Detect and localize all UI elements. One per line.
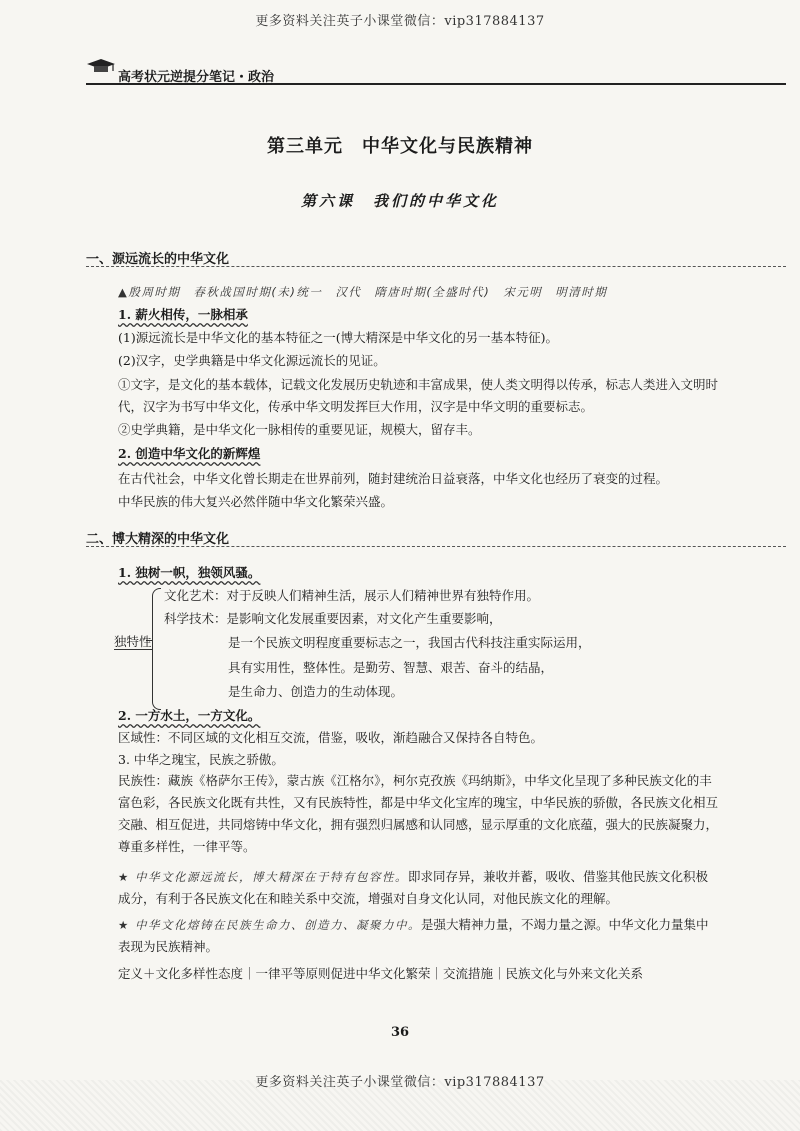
brace-line: 文化艺术：对于反映人们精神生活，展示人们精神世界有独特作用。 [164,588,540,603]
paragraph: 中华民族的伟大复兴必然伴随中华文化繁荣兴盛。 [118,494,394,509]
summary-line: 定义＋文化多样性态度｜一律平等原则促进中华文化繁荣｜交流措施｜民族文化与外来文化关系 [118,966,644,981]
running-header: 高考状元逆提分笔记・政治 [118,70,275,85]
watermark-bottom: 更多资料关注英子小课堂微信：vip317884137 [255,1075,545,1090]
unit-title: 第三单元 中华文化与民族精神 [267,136,533,157]
item-title: 1. 独树一帜，独领风骚。 [118,565,261,580]
header-rule [86,83,786,85]
item-title: 1. 薪火相传，一脉相承 [118,307,248,322]
paragraph: (1)源远流长是中华文化的基本特征之一(博大精深是中华文化的另一基本特征)。 [118,330,558,345]
timeline-note: ▲殷周时期 春秋战国时期(未)统一 汉代 隋唐时期(全盛时代) 宋元明 明清时期 [118,285,608,299]
paragraph: ①文字，是文化的基本载体，记载文化发展历史轨迹和丰富成果，使人类文明得以传承，标志人类进入文明时代，汉字为书写中华文化，传承中华文明发挥巨大作用，汉字是中华文明的重要标志。 [118,377,719,414]
section-divider-2 [86,546,786,547]
star-note [118,866,718,910]
star-note-text: 是强大精神力量，不竭力量之源。中华文化力量集中表现为民族精神。 [118,917,709,954]
star-note-text: 即求同存异，兼收并蓄，吸收、借鉴其他民族文化积极成分，有利于各民族文化在和睦关系中交流，增强对自身文化认同，对他民族文化的理解。 [118,869,708,906]
brace-label: 独特性 [114,634,152,649]
section-divider-1 [86,266,786,267]
section-heading-2: 二、博大精深的中华文化 [86,532,230,547]
section-heading-1: 一、源远流长的中华文化 [86,252,230,267]
paragraph: (2)汉字，史学典籍是中华文化源远流长的见证。 [118,353,386,368]
item-title: 3. 中华之瑰宝，民族之骄傲。 [118,752,284,767]
brace-line: 是一个民族文明程度重要标志之一，我国古代科技注重实际运用， [228,635,591,650]
item-title: 2. 一方水土，一方文化。 [118,708,261,723]
paragraph: 在古代社会，中华文化曾长期走在世界前列，随封建统治日益衰落，中华文化也经历了衰变的过程。 [118,471,669,486]
paragraph: 区域性：不同区域的文化相互交流，借鉴，吸收，渐趋融合又保持各自特色。 [118,730,544,745]
brace-line: 科学技术：是影响文化发展重要因素，对文化产生重要影响， [164,611,502,626]
page-number: 36 [390,1025,410,1040]
paragraph: 民族性：藏族《格萨尔王传》，蒙古族《江格尔》，柯尔克孜族《玛纳斯》，中华文化呈现了多种民族文化的丰富色彩，各民族文化既有共性，又有民族特性，都是中华文化宝库的瑰宝，中华民族的骄傲，各民族文化相互交融、相互促进，共同熔铸中华文化，拥有强烈归属感和认同感，显示厚重的文化底蕴，强大的民族凝聚力，尊重多样性，一律平等。 [118,773,719,854]
paragraph: ②史学典籍，是中华文化一脉相传的重要见证，规模大，留存丰。 [118,422,481,437]
star-note-handwritten: ★ 中华文化熔铸在民族生命力、创造力、凝聚力中。 [118,918,421,932]
brace-line: 是生命力、创造力的生动体现。 [228,684,404,699]
graduation-cap-icon [86,58,116,74]
lesson-title: 第六课 我们的中华文化 [300,192,499,210]
star-note-handwritten: ★ 中华文化源远流长，博大精深在于特有包容性。 [118,870,408,884]
star-note [118,914,718,958]
watermark-top: 更多资料关注英子小课堂微信：vip317884137 [255,14,545,29]
brace-line: 具有实用性，整体性。是勤劳、智慧、艰苦、奋斗的结晶， [228,660,554,675]
item-title: 2. 创造中华文化的新辉煌 [118,446,261,461]
brace-bracket [152,588,161,710]
